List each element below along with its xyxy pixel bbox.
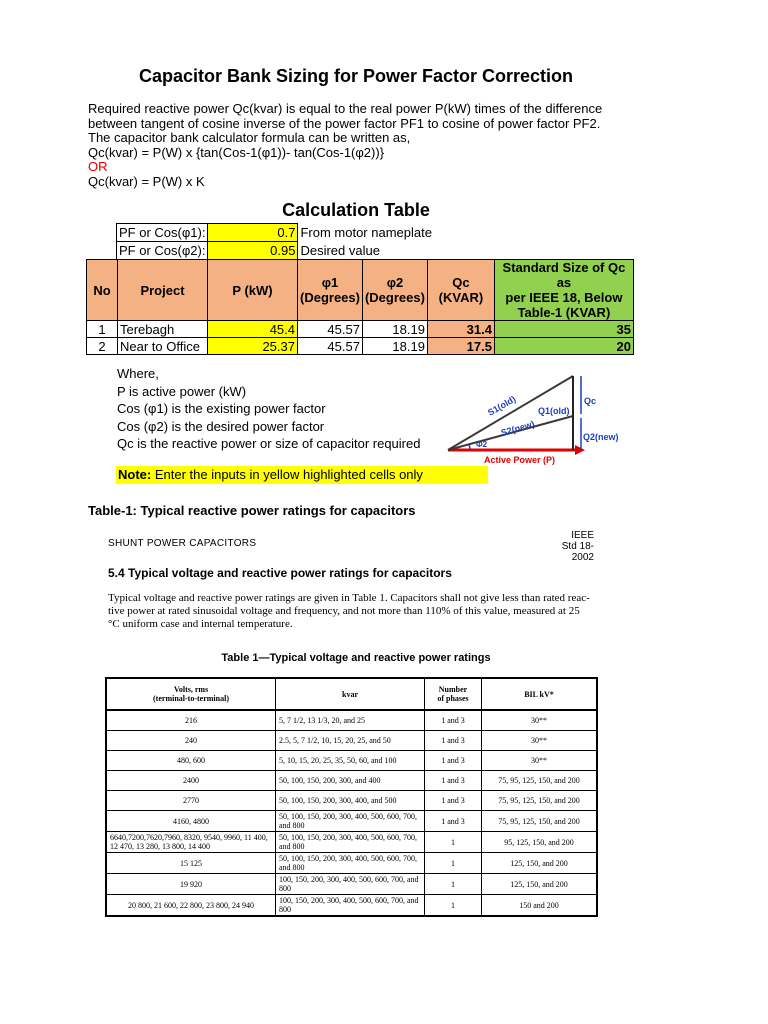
where-line-3: Cos (φ2) is the desired power factor [117, 418, 325, 434]
pf1-note: From motor nameplate [300, 225, 432, 240]
ieee-phases: 1 [425, 874, 482, 895]
ieee-volts: 4160, 4800 [106, 811, 276, 832]
header-phi1-symbol: φ1 [321, 275, 339, 290]
ieee-para-line-3: °C uniform case and internal temperature. [108, 618, 293, 630]
ieee-col-kvar: kvar [276, 678, 425, 710]
ieee-kvar: 2.5, 5, 7 1/2, 10, 15, 20, 25, and 50 [276, 731, 425, 751]
header-phi1 [298, 260, 363, 321]
row1-phi1: 45.57 [298, 321, 363, 338]
ieee-phases: 1 [425, 895, 482, 917]
q1-old-label: Q1(old) [538, 406, 570, 416]
ieee-volts: 2400 [106, 771, 276, 791]
ieee-col-phases [425, 678, 482, 710]
ieee-kvar: 5, 7 1/2, 13 1/3, 20, and 25 [276, 710, 425, 731]
calculation-table [86, 259, 634, 355]
row1-p-input[interactable]: 45.4 [208, 321, 298, 338]
intro-line-3: The capacitor bank calculator formula can be written as, [88, 130, 411, 145]
row2-standard-size: 20 [494, 338, 633, 355]
table-row [106, 853, 597, 874]
calculation-table-title: Calculation Table [282, 200, 430, 220]
where-line-0: Where, [117, 366, 159, 381]
ieee-bil: 30** [482, 710, 598, 731]
q2-new-label: Q2(new) [583, 432, 619, 442]
ieee-phases: 1 [425, 853, 482, 874]
row1-phi2: 18.19 [362, 321, 427, 338]
ieee-section-title: 5.4 Typical voltage and reactive power ratings for capacitors [108, 566, 452, 580]
where-line-2: Cos (φ1) is the existing power factor [117, 401, 326, 416]
table-row [106, 832, 597, 853]
note-text: Enter the inputs in yellow highlighted cells only [151, 467, 423, 482]
calc-header-row [87, 260, 634, 321]
phi2-label: Φ2 [476, 440, 488, 449]
ieee-header-row [106, 678, 597, 710]
s1-old-label: S1(old) [486, 393, 518, 418]
row1-no: 1 [87, 321, 118, 338]
pf1-row [117, 224, 435, 242]
qc-label: Qc [584, 396, 597, 406]
row1-project[interactable]: Terebagh [118, 321, 208, 338]
intro-line-2: between tangent of cosine inverse of the power factor PF1 to cosine of power factor PF2. [88, 115, 601, 131]
table-row [106, 731, 597, 751]
ieee-phases: 1 and 3 [425, 751, 482, 771]
where-line-1: P is active power (kW) [117, 383, 247, 399]
ieee-bil: 125, 150, and 200 [482, 874, 598, 895]
power-triangle-diagram [440, 370, 620, 470]
ieee-phases: 1 and 3 [425, 771, 482, 791]
note-label: Note: [118, 467, 152, 482]
formula-2: Qc(kvar) = P(W) x K [88, 173, 205, 189]
ieee-kvar: 5, 10, 15, 20, 25, 35, 50, 60, and 100 [276, 751, 425, 771]
ieee-kvar: 50, 100, 150, 200, 300, 400, 500, 600, 700, and 800 [276, 811, 425, 832]
ieee-kvar: 50, 100, 150, 200, 300, 400, 500, 600, 700, and 800 [276, 832, 425, 853]
table-row [106, 791, 597, 811]
row1-standard-size: 35 [494, 321, 633, 338]
ieee-bil: 75, 95, 125, 150, and 200 [482, 771, 598, 791]
header-std-line-3: Table-1 (KVAR) [517, 305, 611, 320]
ieee-col-volts [106, 678, 276, 710]
table-row [106, 895, 597, 917]
ieee-header-left: SHUNT POWER CAPACITORS [108, 538, 257, 549]
ieee-bil: 95, 125, 150, and 200 [482, 832, 598, 853]
row2-no: 2 [87, 338, 118, 355]
ieee-bil: 125, 150, and 200 [482, 853, 598, 874]
header-no: No [87, 260, 118, 321]
ieee-phases: 1 and 3 [425, 791, 482, 811]
ieee-std-number: Std 18-2002 [561, 541, 594, 563]
ieee-volts: 240 [106, 731, 276, 751]
table-row [106, 771, 597, 791]
header-phi1-unit: (Degrees) [300, 290, 360, 305]
ieee-kvar: 50, 100, 150, 200, 300, and 400 [276, 771, 425, 791]
ieee-header-right [540, 530, 594, 563]
header-project: Project [118, 260, 208, 321]
ieee-label: IEEE [571, 530, 594, 541]
ieee-kvar: 50, 100, 150, 200, 300, 400, 500, 600, 700, and 800 [276, 853, 425, 874]
pf2-row [117, 242, 435, 260]
ieee-bil: 75, 95, 125, 150, and 200 [482, 811, 598, 832]
ieee-para-line-1: Typical voltage and reactive power ratings are given in Table 1. Capacitors shall not give less than rated reac- [108, 592, 590, 604]
header-std-line-1: Standard Size of Qc as [502, 260, 626, 290]
ieee-col-phases-2: of phases [437, 694, 469, 703]
table-row [106, 874, 597, 895]
pf-input-table [116, 223, 435, 260]
pf2-input-cell[interactable]: 0.95 [208, 242, 298, 260]
s2-new-label: S2(new) [499, 418, 536, 438]
pf2-note: Desired value [300, 243, 380, 258]
table-row [87, 338, 634, 355]
table-row [106, 811, 597, 832]
table-row [87, 321, 634, 338]
ieee-volts: 216 [106, 710, 276, 731]
where-legend [117, 365, 420, 453]
header-phi2-unit: (Degrees) [364, 290, 425, 305]
note-banner [116, 466, 488, 484]
ieee-volts: 2770 [106, 791, 276, 811]
pf2-label: PF or Cos(φ2): [117, 242, 208, 260]
row2-phi2: 18.19 [362, 338, 427, 355]
header-std-line-2: per IEEE 18, Below [505, 290, 623, 305]
header-p-kw: P (kW) [208, 260, 298, 321]
ieee-phases: 1 [425, 832, 482, 853]
ieee-col-bil: BIL kV* [482, 678, 598, 710]
header-qc: Qc (KVAR) [427, 260, 494, 321]
table-row [106, 710, 597, 731]
table-row [106, 751, 597, 771]
ieee-bil: 75, 95, 125, 150, and 200 [482, 791, 598, 811]
ieee-phases: 1 and 3 [425, 731, 482, 751]
ieee-ratings-table [105, 677, 598, 917]
ieee-bil: 150 and 200 [482, 895, 598, 917]
row2-project[interactable]: Near to Office [118, 338, 208, 355]
table1-caption: Table-1: Typical reactive power ratings for capacitors [88, 503, 416, 518]
ieee-bil: 30** [482, 751, 598, 771]
row2-p-input[interactable]: 25.37 [208, 338, 298, 355]
page-title: Capacitor Bank Sizing for Power Factor Correction [138, 66, 574, 86]
pf1-label: PF or Cos(φ1): [117, 224, 208, 242]
ieee-table-caption: Table 1—Typical voltage and reactive power ratings [221, 652, 491, 664]
or-label: OR [88, 159, 108, 174]
ieee-volts: 480, 600 [106, 751, 276, 771]
ieee-kvar: 50, 100, 150, 200, 300, 400, and 500 [276, 791, 425, 811]
ieee-phases: 1 and 3 [425, 710, 482, 731]
ieee-col-volts-1: Volts, rms [173, 685, 209, 694]
header-phi2-symbol: φ2 [386, 275, 404, 290]
ieee-paragraph [108, 592, 604, 631]
active-power-arrowhead [575, 445, 585, 455]
ieee-col-phases-1: Number [438, 685, 468, 694]
ieee-volts: 20 800, 21 600, 22 800, 23 800, 24 940 [106, 895, 276, 917]
header-standard-size [494, 260, 633, 321]
ieee-kvar: 100, 150, 200, 300, 400, 500, 600, 700, and 800 [276, 874, 425, 895]
ieee-volts: 19 920 [106, 874, 276, 895]
row1-qc: 31.4 [427, 321, 494, 338]
ieee-col-volts-2: (terminal-to-terminal) [153, 694, 229, 703]
formula-1: Qc(kvar) = P(W) x {tan(Cos-1(φ1))- tan(Cos-1(φ2))} [88, 144, 385, 160]
header-phi2 [362, 260, 427, 321]
ieee-volts: 15 125 [106, 853, 276, 874]
ieee-kvar: 100, 150, 200, 300, 400, 500, 600, 700, and 800 [276, 895, 425, 917]
ieee-volts: 6640,7200,7620,7960, 8320, 9540, 9960, 11 400, 12 470, 13 280, 13 800, 14 400 [106, 832, 276, 853]
intro-line-1: Required reactive power Qc(kvar) is equal to the real power P(kW) times of the difference [88, 101, 603, 116]
intro-text [88, 102, 728, 189]
row2-phi1: 45.57 [298, 338, 363, 355]
where-line-4: Qc is the reactive power or size of capacitor required [117, 436, 421, 451]
ieee-para-line-2: tive power at rated sinusoidal voltage and frequency, and not more than 110% of this value, measured at 25 [108, 605, 580, 617]
ieee-phases: 1 and 3 [425, 811, 482, 832]
pf1-input-cell[interactable]: 0.7 [208, 224, 298, 242]
row2-qc: 17.5 [427, 338, 494, 355]
active-power-label: Active Power (P) [484, 455, 556, 465]
ieee-bil: 30** [482, 731, 598, 751]
